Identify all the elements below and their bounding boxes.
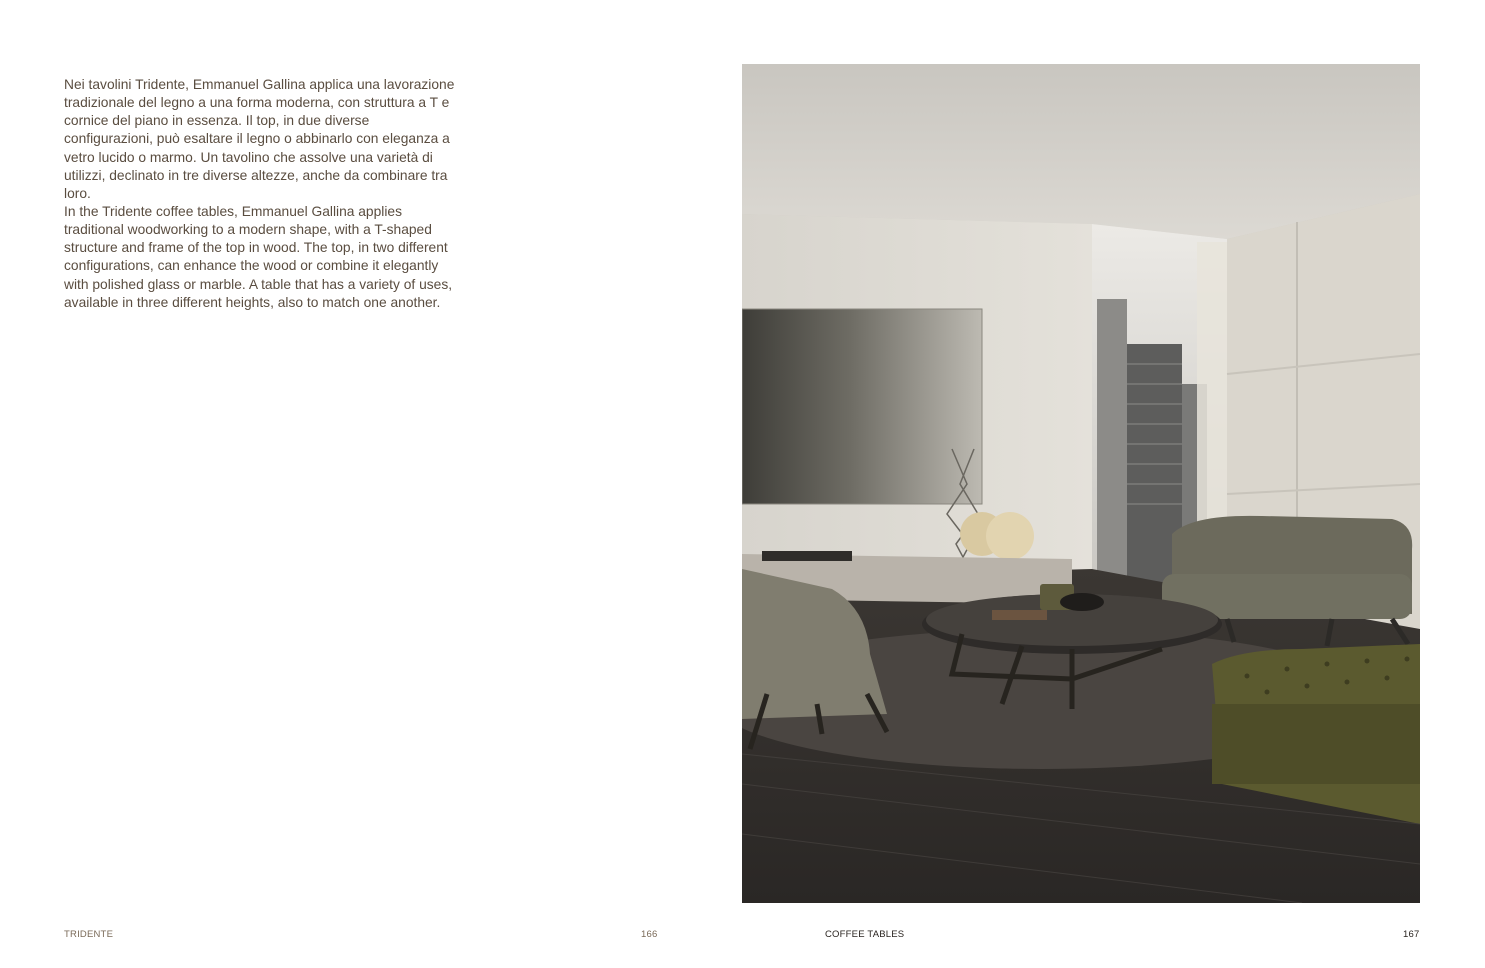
page-number-left: 166	[641, 929, 658, 940]
footer-category-label: COFFEE TABLES	[825, 929, 905, 940]
italian-description: Nei tavolini Tridente, Emmanuel Gallina applica una lavorazione tradizionale del legno a una forma moderna, con struttura a T e cornice del piano in essenza. Il top, in due diverse configurazioni, può esaltare il legno o abbinarlo con eleganza a vetro lucido o marmo. Un tavolino che assolve una varietà di utilizzi, declinato in tre diverse altezze, anche da combinare tra loro.	[64, 76, 455, 202]
footer-section-label: TRIDENTE	[64, 929, 114, 940]
living-room-photo	[742, 64, 1420, 903]
english-description: In the Tridente coffee tables, Emmanuel Gallina applies traditional woodworking to a modern shape, with a T-shaped structure and frame of the top in wood. The top, in two different configurations, can enhance the wood or combine it elegantly with polished glass or marble. A table that has a variety of uses, available in three different heights, also to match one another.	[64, 203, 453, 310]
page-number-right: 167	[1403, 929, 1420, 940]
